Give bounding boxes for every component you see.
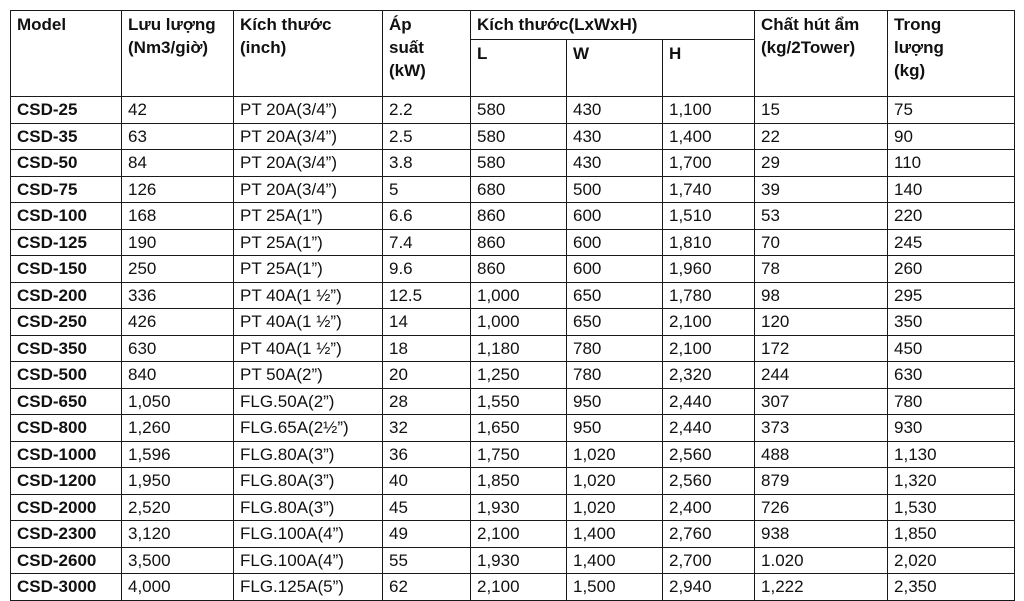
cell-desiccant: 1.020 <box>755 547 888 574</box>
cell-weight: 110 <box>888 150 1015 177</box>
cell-model: CSD-1200 <box>11 468 122 495</box>
cell-dim-w: 600 <box>567 229 663 256</box>
table-row <box>11 203 1015 230</box>
cell-flow: 1,950 <box>122 468 234 495</box>
cell-weight: 1,530 <box>888 494 1015 521</box>
cell-flow: 630 <box>122 335 234 362</box>
cell-size-inch: FLG.80A(3”) <box>234 441 383 468</box>
cell-dim-h: 1,740 <box>663 176 755 203</box>
cell-pressure: 14 <box>383 309 471 336</box>
cell-pressure: 20 <box>383 362 471 389</box>
header-model: Model <box>11 11 122 97</box>
cell-weight: 350 <box>888 309 1015 336</box>
header-desiccant-unit: (kg/2Tower) <box>761 38 856 57</box>
cell-dim-l: 1,000 <box>471 282 567 309</box>
cell-model: CSD-3000 <box>11 574 122 601</box>
cell-desiccant: 15 <box>755 97 888 124</box>
cell-size-inch: PT 50A(2”) <box>234 362 383 389</box>
cell-dim-l: 1,930 <box>471 494 567 521</box>
cell-weight: 2,020 <box>888 547 1015 574</box>
cell-pressure: 28 <box>383 388 471 415</box>
cell-model: CSD-75 <box>11 176 122 203</box>
cell-pressure: 2.2 <box>383 97 471 124</box>
cell-weight: 1,850 <box>888 521 1015 548</box>
cell-dim-l: 860 <box>471 256 567 283</box>
cell-pressure: 36 <box>383 441 471 468</box>
cell-size-inch: FLG.100A(4”) <box>234 547 383 574</box>
cell-desiccant: 39 <box>755 176 888 203</box>
table-row <box>11 123 1015 150</box>
cell-flow: 1,050 <box>122 388 234 415</box>
cell-dim-w: 650 <box>567 309 663 336</box>
header-size-line: Kích thước <box>240 15 332 34</box>
table-row <box>11 309 1015 336</box>
header-desiccant-line: Chất hút ẩm <box>761 15 860 34</box>
header-dim-w: W <box>567 40 663 97</box>
cell-dim-h: 2,400 <box>663 494 755 521</box>
cell-size-inch: PT 20A(3/4”) <box>234 176 383 203</box>
cell-dim-l: 1,000 <box>471 309 567 336</box>
cell-desiccant: 29 <box>755 150 888 177</box>
cell-dim-w: 500 <box>567 176 663 203</box>
header-flow-line: Lưu lượng <box>128 15 216 34</box>
cell-size-inch: PT 25A(1”) <box>234 229 383 256</box>
cell-dim-w: 950 <box>567 415 663 442</box>
cell-pressure: 62 <box>383 574 471 601</box>
header-dim-l: L <box>471 40 567 97</box>
cell-weight: 2,350 <box>888 574 1015 601</box>
cell-flow: 250 <box>122 256 234 283</box>
cell-flow: 190 <box>122 229 234 256</box>
cell-desiccant: 70 <box>755 229 888 256</box>
cell-dim-h: 2,440 <box>663 415 755 442</box>
table-row <box>11 256 1015 283</box>
cell-size-inch: FLG.125A(5”) <box>234 574 383 601</box>
cell-model: CSD-2000 <box>11 494 122 521</box>
cell-desiccant: 98 <box>755 282 888 309</box>
cell-size-inch: FLG.50A(2”) <box>234 388 383 415</box>
cell-dim-w: 1,400 <box>567 547 663 574</box>
cell-dim-h: 1,810 <box>663 229 755 256</box>
cell-model: CSD-35 <box>11 123 122 150</box>
cell-size-inch: PT 40A(1 ½”) <box>234 282 383 309</box>
cell-dim-h: 2,100 <box>663 335 755 362</box>
cell-weight: 220 <box>888 203 1015 230</box>
cell-desiccant: 120 <box>755 309 888 336</box>
cell-dim-l: 1,250 <box>471 362 567 389</box>
header-weight-unit: (kg) <box>894 61 926 80</box>
cell-dim-l: 1,650 <box>471 415 567 442</box>
header-weight <box>888 11 1015 97</box>
cell-size-inch: PT 25A(1”) <box>234 203 383 230</box>
cell-dim-h: 1,100 <box>663 97 755 124</box>
cell-model: CSD-25 <box>11 97 122 124</box>
cell-flow: 426 <box>122 309 234 336</box>
cell-dim-l: 2,100 <box>471 574 567 601</box>
table-body <box>11 97 1015 601</box>
table-row <box>11 388 1015 415</box>
cell-flow: 3,500 <box>122 547 234 574</box>
cell-dim-h: 2,560 <box>663 468 755 495</box>
cell-desiccant: 244 <box>755 362 888 389</box>
cell-model: CSD-350 <box>11 335 122 362</box>
header-pressure <box>383 11 471 97</box>
cell-dim-w: 1,020 <box>567 468 663 495</box>
cell-pressure: 55 <box>383 547 471 574</box>
cell-model: CSD-200 <box>11 282 122 309</box>
cell-flow: 126 <box>122 176 234 203</box>
cell-pressure: 5 <box>383 176 471 203</box>
header-pressure-line1: Áp <box>389 15 412 34</box>
cell-dim-w: 1,500 <box>567 574 663 601</box>
cell-desiccant: 938 <box>755 521 888 548</box>
cell-weight: 930 <box>888 415 1015 442</box>
cell-weight: 1,130 <box>888 441 1015 468</box>
cell-flow: 1,596 <box>122 441 234 468</box>
header-row <box>11 11 1015 40</box>
table-row <box>11 468 1015 495</box>
cell-pressure: 7.4 <box>383 229 471 256</box>
cell-dim-l: 680 <box>471 176 567 203</box>
cell-flow: 63 <box>122 123 234 150</box>
table-row <box>11 229 1015 256</box>
table-row <box>11 441 1015 468</box>
cell-weight: 260 <box>888 256 1015 283</box>
cell-dim-w: 650 <box>567 282 663 309</box>
cell-dim-l: 1,180 <box>471 335 567 362</box>
cell-pressure: 40 <box>383 468 471 495</box>
cell-dim-h: 2,320 <box>663 362 755 389</box>
cell-flow: 168 <box>122 203 234 230</box>
cell-pressure: 9.6 <box>383 256 471 283</box>
cell-dim-w: 430 <box>567 150 663 177</box>
cell-flow: 3,120 <box>122 521 234 548</box>
cell-dim-h: 1,780 <box>663 282 755 309</box>
cell-desiccant: 172 <box>755 335 888 362</box>
cell-weight: 1,320 <box>888 468 1015 495</box>
cell-dim-w: 430 <box>567 123 663 150</box>
cell-model: CSD-2300 <box>11 521 122 548</box>
cell-pressure: 18 <box>383 335 471 362</box>
cell-desiccant: 78 <box>755 256 888 283</box>
cell-size-inch: FLG.100A(4”) <box>234 521 383 548</box>
cell-model: CSD-100 <box>11 203 122 230</box>
cell-dim-w: 1,400 <box>567 521 663 548</box>
cell-dim-w: 1,020 <box>567 441 663 468</box>
cell-dim-h: 1,700 <box>663 150 755 177</box>
cell-pressure: 45 <box>383 494 471 521</box>
cell-model: CSD-500 <box>11 362 122 389</box>
cell-weight: 780 <box>888 388 1015 415</box>
table-row <box>11 282 1015 309</box>
cell-desiccant: 307 <box>755 388 888 415</box>
cell-dim-h: 2,100 <box>663 309 755 336</box>
cell-dim-l: 580 <box>471 97 567 124</box>
cell-model: CSD-650 <box>11 388 122 415</box>
header-flow-unit: (Nm3/giờ) <box>128 38 209 57</box>
cell-dim-w: 950 <box>567 388 663 415</box>
cell-model: CSD-125 <box>11 229 122 256</box>
header-pressure-unit: (kW) <box>389 61 426 80</box>
cell-size-inch: PT 40A(1 ½”) <box>234 335 383 362</box>
cell-size-inch: PT 20A(3/4”) <box>234 150 383 177</box>
header-pressure-line2: suất <box>389 38 424 57</box>
cell-dim-h: 1,400 <box>663 123 755 150</box>
cell-desiccant: 22 <box>755 123 888 150</box>
cell-flow: 4,000 <box>122 574 234 601</box>
cell-model: CSD-800 <box>11 415 122 442</box>
header-flow <box>122 11 234 97</box>
header-weight-line2: lượng <box>894 38 944 57</box>
table-row <box>11 335 1015 362</box>
cell-dim-w: 430 <box>567 97 663 124</box>
cell-size-inch: PT 25A(1”) <box>234 256 383 283</box>
cell-dim-h: 2,440 <box>663 388 755 415</box>
cell-size-inch: PT 20A(3/4”) <box>234 97 383 124</box>
cell-desiccant: 488 <box>755 441 888 468</box>
cell-weight: 630 <box>888 362 1015 389</box>
cell-desiccant: 726 <box>755 494 888 521</box>
cell-dim-l: 1,850 <box>471 468 567 495</box>
cell-weight: 295 <box>888 282 1015 309</box>
cell-model: CSD-2600 <box>11 547 122 574</box>
cell-weight: 450 <box>888 335 1015 362</box>
table-row <box>11 415 1015 442</box>
table-row <box>11 176 1015 203</box>
cell-flow: 2,520 <box>122 494 234 521</box>
cell-dim-w: 600 <box>567 203 663 230</box>
cell-dim-h: 2,560 <box>663 441 755 468</box>
cell-flow: 336 <box>122 282 234 309</box>
header-weight-line1: Trong <box>894 15 942 34</box>
cell-weight: 75 <box>888 97 1015 124</box>
cell-dim-h: 2,760 <box>663 521 755 548</box>
header-dimensions: Kích thước(LxWxH) <box>471 11 755 40</box>
table-header <box>11 11 1015 97</box>
header-dim-h: H <box>663 40 755 97</box>
cell-dim-l: 580 <box>471 150 567 177</box>
header-desiccant <box>755 11 888 97</box>
spec-table <box>10 10 1015 601</box>
cell-desiccant: 1,222 <box>755 574 888 601</box>
table-row <box>11 97 1015 124</box>
cell-pressure: 49 <box>383 521 471 548</box>
cell-model: CSD-250 <box>11 309 122 336</box>
table-row <box>11 362 1015 389</box>
table-row <box>11 150 1015 177</box>
cell-size-inch: PT 40A(1 ½”) <box>234 309 383 336</box>
header-size-unit: (inch) <box>240 38 287 57</box>
table-row <box>11 547 1015 574</box>
cell-dim-w: 780 <box>567 335 663 362</box>
cell-weight: 245 <box>888 229 1015 256</box>
cell-dim-w: 600 <box>567 256 663 283</box>
cell-pressure: 2.5 <box>383 123 471 150</box>
cell-dim-l: 860 <box>471 203 567 230</box>
cell-pressure: 12.5 <box>383 282 471 309</box>
cell-dim-h: 1,510 <box>663 203 755 230</box>
cell-size-inch: FLG.80A(3”) <box>234 468 383 495</box>
header-size-inch <box>234 11 383 97</box>
cell-pressure: 3.8 <box>383 150 471 177</box>
table-row <box>11 521 1015 548</box>
cell-dim-l: 2,100 <box>471 521 567 548</box>
cell-dim-h: 2,940 <box>663 574 755 601</box>
cell-dim-l: 1,750 <box>471 441 567 468</box>
cell-dim-l: 580 <box>471 123 567 150</box>
cell-dim-l: 1,550 <box>471 388 567 415</box>
cell-dim-w: 1,020 <box>567 494 663 521</box>
cell-pressure: 32 <box>383 415 471 442</box>
cell-model: CSD-1000 <box>11 441 122 468</box>
cell-flow: 84 <box>122 150 234 177</box>
cell-desiccant: 53 <box>755 203 888 230</box>
cell-weight: 140 <box>888 176 1015 203</box>
cell-desiccant: 879 <box>755 468 888 495</box>
cell-model: CSD-150 <box>11 256 122 283</box>
cell-size-inch: FLG.80A(3”) <box>234 494 383 521</box>
cell-desiccant: 373 <box>755 415 888 442</box>
cell-model: CSD-50 <box>11 150 122 177</box>
cell-dim-l: 860 <box>471 229 567 256</box>
cell-dim-w: 780 <box>567 362 663 389</box>
cell-flow: 840 <box>122 362 234 389</box>
cell-pressure: 6.6 <box>383 203 471 230</box>
cell-dim-h: 1,960 <box>663 256 755 283</box>
table-row <box>11 494 1015 521</box>
cell-dim-h: 2,700 <box>663 547 755 574</box>
cell-flow: 42 <box>122 97 234 124</box>
cell-dim-l: 1,930 <box>471 547 567 574</box>
cell-size-inch: PT 20A(3/4”) <box>234 123 383 150</box>
cell-size-inch: FLG.65A(2½”) <box>234 415 383 442</box>
table-row <box>11 574 1015 601</box>
cell-weight: 90 <box>888 123 1015 150</box>
cell-flow: 1,260 <box>122 415 234 442</box>
